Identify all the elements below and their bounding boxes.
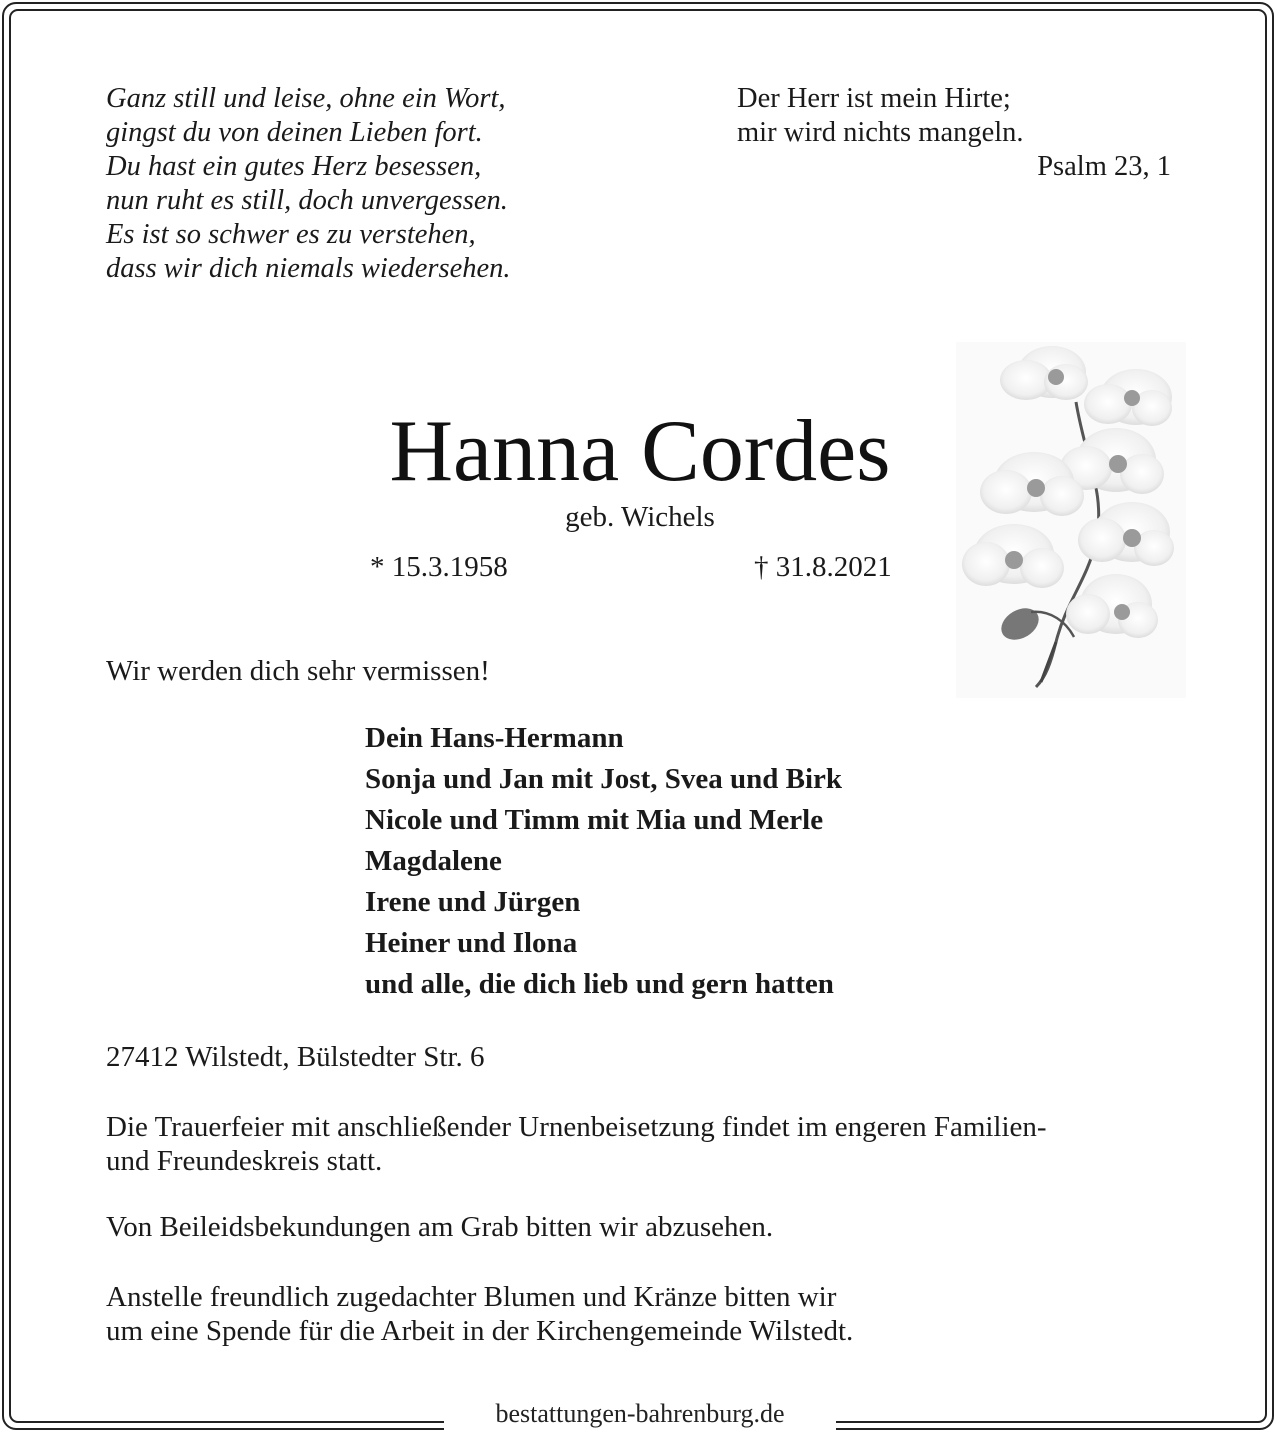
- verse-line: dass wir dich niemals wiedersehen.: [106, 253, 511, 284]
- family-address: 27412 Wilstedt, Bülstedter Str. 6: [106, 1041, 485, 1073]
- psalm-reference: Psalm 23, 1: [1037, 151, 1171, 182]
- notice-line: Anstelle freundlich zugedachter Blumen und Kränze bitten wir: [106, 1281, 837, 1313]
- death-date: † 31.8.2021: [754, 551, 892, 583]
- mourner-line: Sonja und Jan mit Jost, Svea und Birk: [365, 763, 843, 795]
- maiden-name: geb. Wichels: [565, 501, 715, 533]
- mourners-list: [365, 718, 842, 1005]
- notice-line: und Freundeskreis statt.: [106, 1145, 383, 1177]
- donation-notice: [106, 1280, 853, 1348]
- mourner-line: Nicole und Timm mit Mia und Merle: [365, 804, 824, 836]
- verse-line: Du hast ein gutes Herz besessen,: [106, 151, 482, 182]
- mourner-line: Irene und Jürgen: [365, 886, 581, 918]
- birth-date: * 15.3.1958: [370, 551, 508, 583]
- deceased-name: Hanna Cordes: [389, 403, 891, 500]
- psalm-line: mir wird nichts mangeln.: [737, 117, 1024, 148]
- mourner-line: und alle, die dich lieb und gern hatten: [365, 968, 834, 1000]
- psalm-line: Der Herr ist mein Hirte;: [737, 83, 1011, 114]
- memorial-verse: [106, 82, 511, 286]
- mourner-line: Heiner und Ilona: [365, 927, 578, 959]
- mourner-line: Magdalene: [365, 845, 502, 877]
- ceremony-notice: [106, 1110, 1047, 1178]
- verse-line: Es ist so schwer es zu verstehen,: [106, 219, 476, 250]
- verse-line: gingst du von deinen Lieben fort.: [106, 117, 483, 148]
- verse-line: nun ruht es still, doch unvergessen.: [106, 185, 508, 216]
- notice-line: um eine Spende für die Arbeit in der Kirchengemeinde Wilstedt.: [106, 1315, 854, 1347]
- notice-line: Die Trauerfeier mit anschließender Urnenbeisetzung findet im engeren Familien-: [106, 1111, 1047, 1143]
- funeral-home-url[interactable]: bestattungen-bahrenburg.de: [495, 1399, 785, 1428]
- farewell-message: Wir werden dich sehr vermissen!: [106, 655, 490, 687]
- psalm-quote: [737, 82, 1171, 184]
- condolence-notice: [106, 1210, 773, 1244]
- notice-line: Von Beileidsbekundungen am Grab bitten wir abzusehen.: [106, 1211, 774, 1243]
- mourner-line: Dein Hans-Hermann: [365, 722, 624, 754]
- verse-line: Ganz still und leise, ohne ein Wort,: [106, 83, 506, 114]
- orchid-illustration: [956, 342, 1186, 698]
